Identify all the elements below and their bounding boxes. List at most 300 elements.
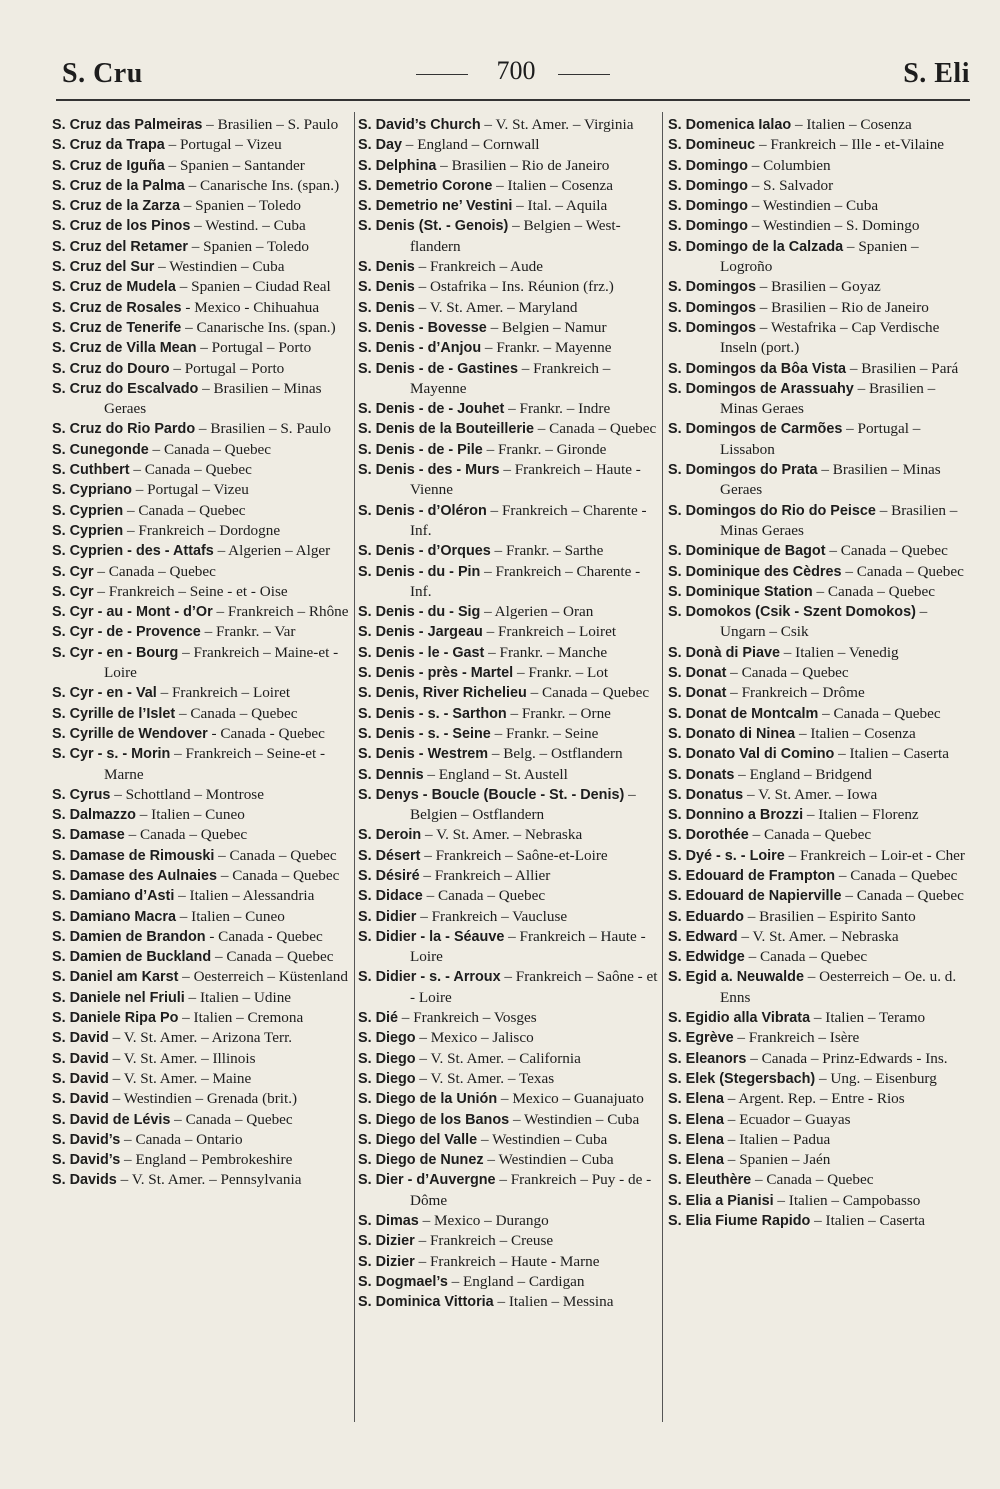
gazetteer-entry: [52, 927, 350, 947]
place-location: – Italien – Caserta: [834, 745, 950, 763]
place-name: S. Domingos do Rio do Peisce: [668, 502, 876, 519]
place-location: - Canada - Quebec: [207, 724, 325, 742]
gazetteer-entry: [52, 1008, 350, 1028]
place-name: S. Denis - du - Sig: [358, 604, 481, 621]
place-location: – Canada – Quebec: [835, 866, 958, 884]
place-location: – Portugal – Vizeu: [131, 481, 249, 499]
place-name: S. Elia a Pianisi: [668, 1192, 774, 1209]
place-location: – Portugal – Porto: [196, 339, 312, 357]
gazetteer-entry: [668, 907, 970, 927]
place-name: S. Daniel am Karst: [52, 969, 179, 986]
place-name: S. Dié: [358, 1010, 398, 1027]
gazetteer-entry: [52, 237, 350, 257]
gazetteer-entry: [52, 825, 350, 845]
place-name: S. Daniele Ripa Po: [52, 1010, 179, 1027]
gazetteer-entry: [52, 257, 350, 277]
place-name: S. Cruz do Rio Pardo: [52, 421, 196, 438]
place-name: S. Dorothée: [668, 827, 749, 844]
gazetteer-entry: [358, 1028, 658, 1048]
gazetteer-entry: [52, 866, 350, 886]
place-location: – Brasilien – Minas Geraes: [720, 461, 941, 499]
place-name: S. Denis - de - Jouhet: [358, 401, 505, 418]
gazetteer-entry: [52, 521, 350, 541]
place-location: – Italien – Cosenza: [492, 176, 613, 194]
gazetteer-entry: [668, 1211, 970, 1231]
place-name: S. Dalmazzo: [52, 807, 136, 824]
place-name: S. Domingos: [668, 279, 756, 296]
gazetteer-entry: [668, 582, 970, 602]
gazetteer-entry: [52, 1170, 350, 1190]
gazetteer-entry: [668, 1110, 970, 1130]
place-location: – Westindien – Cuba: [509, 1110, 640, 1128]
place-name: S. Dominica Vittoria: [358, 1294, 494, 1311]
gazetteer-entry: [668, 318, 970, 359]
place-location: – Brasilien – Rio de Janeiro: [436, 156, 610, 174]
running-head-right: S. Eli: [903, 58, 970, 89]
place-name: S. Edouard de Frampton: [668, 867, 836, 884]
gazetteer-entry: [668, 1150, 970, 1170]
place-location: – Canarische Ins. (span.): [181, 318, 336, 336]
gazetteer-entry: [52, 359, 350, 379]
place-location: – Belgien – Namur: [486, 318, 607, 336]
gazetteer-entry: [358, 724, 658, 744]
place-location: – Oesterreich – Küstenland: [178, 968, 348, 986]
place-name: S. Diego: [358, 1050, 416, 1067]
place-name: S. David: [52, 1091, 109, 1108]
gazetteer-entry: [668, 196, 970, 216]
place-name: S. Denis - Bovesse: [358, 319, 487, 336]
place-location: – Frankr. – Mayenne: [481, 339, 612, 357]
gazetteer-entry: [52, 440, 350, 460]
gazetteer-entry: [358, 1231, 658, 1251]
place-location: – Italien – Padua: [724, 1130, 831, 1148]
place-location: – Frankreich – Saône-et-Loire: [420, 846, 608, 864]
place-location: – Westind. – Cuba: [190, 217, 306, 235]
place-name: S. Eleanors: [668, 1050, 747, 1067]
gazetteer-entry: [52, 379, 350, 420]
place-name: S. Cyprien: [52, 502, 124, 519]
place-location: – Brasilien – Pará: [846, 359, 959, 377]
place-location: – Ital. – Aquila: [512, 197, 608, 215]
place-name: S. Cypriano: [52, 482, 132, 499]
place-location: – Ostafrika – Ins. Réunion (frz.): [414, 278, 614, 296]
place-name: S. Donato di Ninea: [668, 725, 796, 742]
gazetteer-entry: [668, 115, 970, 135]
place-location: – Spanien – Toledo: [187, 237, 309, 255]
gazetteer-entry: [358, 907, 658, 927]
gazetteer-entry: [668, 1028, 970, 1048]
place-location: – Algerien – Oran: [480, 603, 594, 621]
place-location: – Frankreich – Vosges: [398, 1009, 537, 1027]
place-name: S. Cruz de Tenerife: [52, 319, 182, 336]
place-name: S. Dominique Station: [668, 583, 813, 600]
place-name: S. Dizier: [358, 1233, 415, 1250]
gazetteer-entry: [668, 135, 970, 155]
place-location: – V. St. Amer. – Pennsylvania: [116, 1171, 302, 1189]
place-name: S. Cruz do Douro: [52, 360, 170, 377]
place-name: S. Cyrus: [52, 786, 111, 803]
place-location: – Ecuador – Guayas: [724, 1110, 851, 1128]
place-location: – Frankreich – Isère: [733, 1029, 860, 1047]
gazetteer-entry: [52, 196, 350, 216]
place-name: S. Cyr - en - Bourg: [52, 644, 179, 661]
gazetteer-entry: [358, 825, 658, 845]
gazetteer-entry: [52, 967, 350, 987]
gazetteer-entry: [668, 562, 970, 582]
place-name: S. Damien de Buckland: [52, 949, 212, 966]
gazetteer-entry: [358, 846, 658, 866]
place-location: – Ung. – Eisenburg: [815, 1069, 937, 1087]
place-location: – Westindien – Cuba: [154, 258, 285, 276]
place-name: S. Denis - d’Oléron: [358, 502, 487, 519]
place-location: – Frankreich – Seine - et - Oise: [93, 582, 288, 600]
place-name: S. David: [52, 1070, 109, 1087]
place-location: – Canada – Quebec: [526, 684, 650, 702]
place-name: S. Denys - Boucle (Boucle - St. - Denis): [358, 786, 625, 803]
gazetteer-entry: [52, 298, 350, 318]
gazetteer-entry: [668, 724, 970, 744]
place-location: – V. St. Amer. – Arizona Terr.: [108, 1029, 293, 1047]
place-location: – England – Bridgend: [734, 765, 872, 783]
place-name: S. Denis - de - Gastines: [358, 360, 518, 377]
gazetteer-entry: [358, 663, 658, 683]
place-location: – Frankr. – Orne: [506, 704, 611, 722]
place-location: – Columbien: [747, 156, 831, 174]
gazetteer-entry: [358, 1252, 658, 1272]
place-location: – Canada – Quebec: [748, 826, 872, 844]
gazetteer-entry: [52, 886, 350, 906]
gazetteer-entry: [52, 216, 350, 236]
gazetteer-entry: [358, 1292, 658, 1312]
gazetteer-entry: [52, 724, 350, 744]
place-name: S. Damien de Brandon: [52, 928, 206, 945]
gazetteer-entry: [668, 176, 970, 196]
column-2: [358, 115, 658, 1313]
gazetteer-entry: [358, 1272, 658, 1292]
gazetteer-entry: [52, 622, 350, 642]
gazetteer-entry: [358, 622, 658, 642]
place-location: – Canada – Quebec: [129, 461, 252, 479]
place-name: S. Cruz de la Palma: [52, 177, 185, 194]
gazetteer-entry: [358, 1110, 658, 1130]
place-location: – Frankreich – Allier: [419, 866, 551, 884]
place-location: – Frankreich – Maine-et - Loire: [104, 643, 339, 682]
place-location: – Italien – Campobasso: [773, 1191, 921, 1209]
gazetteer-entry: [668, 765, 970, 785]
place-name: S. Damase de Rimouski: [52, 847, 215, 864]
place-name: S. David: [52, 1030, 109, 1047]
place-location: – Frankreich – Charente - Inf.: [410, 501, 647, 539]
gazetteer-entry: [668, 359, 970, 379]
gazetteer-entry: [52, 947, 350, 967]
header-dash-right: [558, 74, 610, 75]
place-name: S. David: [52, 1050, 109, 1067]
place-name: S. Elena: [668, 1111, 724, 1128]
gazetteer-entry: [52, 562, 350, 582]
place-name: S. Donat: [668, 665, 727, 682]
place-location: – Portugal – Porto: [169, 359, 285, 377]
place-location: – Frankreich – Aude: [414, 258, 544, 276]
place-location: – V. St. Amer. – Maryland: [414, 298, 578, 316]
place-name: S. Deroin: [358, 827, 422, 844]
gazetteer-entry: [358, 704, 658, 724]
place-name: S. Demetrio ne’ Vestini: [358, 198, 513, 215]
gazetteer-entry: [358, 886, 658, 906]
place-name: S. Cyrille de Wendover: [52, 725, 208, 742]
place-location: – Schottland – Montrose: [110, 785, 264, 803]
place-location: – England – St. Austell: [423, 765, 568, 783]
place-location: – Portugal – Lissabon: [720, 420, 921, 458]
place-name: S. Dogmael’s: [358, 1273, 448, 1290]
place-name: S. Cyr - de - Provence: [52, 624, 201, 641]
gazetteer-entry: [358, 338, 658, 358]
gazetteer-entry: [52, 846, 350, 866]
place-location: – Canada – Quebec: [214, 846, 337, 864]
gazetteer-entry: [668, 1049, 970, 1069]
gazetteer-entry: [52, 744, 350, 785]
place-name: S. Cruz de Mudela: [52, 279, 176, 296]
page-number: 700: [496, 56, 536, 85]
gazetteer-entry: [358, 277, 658, 297]
gazetteer-entry: [52, 480, 350, 500]
place-name: S. Domingo: [668, 198, 748, 215]
place-location: – Brasilien – Minas Geraes: [104, 379, 322, 418]
place-location: – Canada – Quebec: [175, 704, 298, 722]
place-location: – Frankreich – Saône - et - Loire: [410, 968, 658, 1006]
gazetteer-entry: [52, 541, 350, 561]
gazetteer-entry: [52, 704, 350, 724]
place-location: – Belgien – Ostflandern: [410, 785, 636, 824]
place-location: – Spanien – Santander: [164, 156, 305, 174]
place-location: – Frankr. – Seine: [490, 724, 599, 742]
gazetteer-entry: [668, 1191, 970, 1211]
place-name: S. Damase: [52, 827, 125, 844]
place-location: – Frankreich – Charente - Inf.: [410, 562, 641, 600]
gazetteer-entry: [52, 1150, 350, 1170]
place-location: – V. St. Amer. – Maine: [108, 1069, 252, 1087]
place-location: – Frankreich – Haute - Vienne: [410, 461, 641, 499]
gazetteer-entry: [358, 298, 658, 318]
place-name: S. Cruz del Retamer: [52, 238, 188, 255]
place-name: S. Denis (St. - Genois): [358, 218, 509, 235]
gazetteer-entry: [52, 805, 350, 825]
gazetteer-entry: [358, 135, 658, 155]
place-location: – Canada – Quebec: [211, 948, 334, 966]
place-location: – Westindien – S. Domingo: [747, 217, 920, 235]
gazetteer-entry: [668, 216, 970, 236]
place-name: S. Cruz do Escalvado: [52, 380, 199, 397]
place-location: – Brasilien – Minas Geraes: [720, 379, 936, 418]
place-name: S. Donà di Piave: [668, 644, 780, 661]
place-name: S. Cyr - au - Mont - d’Or: [52, 604, 213, 621]
gazetteer-entry: [668, 825, 970, 845]
place-location: – Canada – Quebec: [93, 562, 216, 580]
gazetteer-entry: [668, 744, 970, 764]
place-location: – Italien – Alessandria: [174, 887, 315, 905]
gazetteer-entry: [358, 501, 658, 542]
place-location: – Spanien – Jaén: [724, 1151, 831, 1169]
place-name: S. Denis - de - Pile: [358, 441, 483, 458]
place-location: – Frankreich – Seine-et - Marne: [104, 745, 326, 783]
place-name: S. David de Lévis: [52, 1111, 171, 1128]
place-name: S. Cyprien - des - Attafs: [52, 543, 214, 560]
place-name: S. Davids: [52, 1172, 117, 1189]
place-location: – Spanien – Ciudad Real: [175, 278, 331, 296]
place-name: S. David’s: [52, 1152, 121, 1169]
gazetteer-entry: [668, 1170, 970, 1190]
place-name: S. Dennis: [358, 766, 424, 783]
place-name: S. Cyrille de l’Islet: [52, 705, 176, 722]
gazetteer-entry: [52, 419, 350, 439]
place-location: – V. St. Amer. – Nebraska: [421, 826, 583, 844]
place-name: S. Demetrio Corone: [358, 177, 493, 194]
column-divider: [354, 112, 355, 1422]
place-location: – Oesterreich – Oe. u. d. Enns: [720, 968, 957, 1006]
place-name: S. Diego de los Banos: [358, 1111, 510, 1128]
place-location: – Brasilien – Minas Geraes: [720, 501, 958, 539]
place-name: S. Denis: [358, 299, 415, 316]
gazetteer-entry: [358, 115, 658, 135]
gazetteer-entry: [358, 927, 658, 968]
gazetteer-entry: [668, 663, 970, 683]
place-location: – Frankreich – Rhône: [212, 603, 349, 621]
place-location: – V. St. Amer. – California: [415, 1049, 581, 1067]
place-location: – Argent. Rep. – Entre - Rios: [724, 1090, 905, 1108]
page-header: [56, 52, 970, 96]
place-location: – Mexico – Jalisco: [415, 1029, 534, 1047]
place-location: – Italien – Cosenza: [791, 116, 912, 133]
gazetteer-entry: [52, 582, 350, 602]
place-name: S. Donatus: [668, 786, 744, 803]
place-location: – Frankreich – Loiret: [156, 684, 291, 702]
gazetteer-entry: [52, 115, 350, 135]
place-location: – Italien – Messina: [493, 1293, 614, 1311]
gazetteer-entry: [52, 135, 350, 155]
gazetteer-entry: [358, 1150, 658, 1170]
place-name: S. Cunegonde: [52, 441, 149, 458]
place-name: S. Elena: [668, 1091, 724, 1108]
place-name: S. Donats: [668, 766, 735, 783]
gazetteer-entry: [358, 460, 658, 501]
gazetteer-entry: [52, 1069, 350, 1089]
place-name: S. Egid a. Neuwalde: [668, 969, 804, 986]
place-name: S. Diego de Nunez: [358, 1152, 484, 1169]
gazetteer-entry: [668, 643, 970, 663]
gazetteer-entry: [668, 947, 970, 967]
gazetteer-entry: [358, 744, 658, 764]
gazetteer-entry: [52, 501, 350, 521]
place-name: S. Domenica Ialao: [668, 117, 792, 133]
place-name: S. Daniele nel Friuli: [52, 989, 185, 1006]
gazetteer-entry: [358, 602, 658, 622]
place-location: – Italien – Cuneo: [135, 806, 245, 824]
place-location: – Italien – Cremona: [178, 1009, 304, 1027]
gazetteer-entry: [358, 257, 658, 277]
place-name: S. Cyprien: [52, 522, 124, 539]
place-name: S. Désert: [358, 847, 421, 864]
gazetteer-entry: [668, 602, 970, 643]
place-location: – Brasilien – Goyaz: [755, 278, 881, 296]
gazetteer-entry: [358, 216, 658, 257]
place-location: – England – Cornwall: [402, 136, 540, 154]
place-location: – Canada – Quebec: [841, 887, 964, 905]
place-location: – Canada – Quebec: [170, 1110, 293, 1128]
gazetteer-entry: [358, 866, 658, 886]
place-name: S. Denis - le - Gast: [358, 644, 485, 661]
place-name: S. Denis de la Bouteillerie: [358, 421, 534, 438]
place-location: – Westindien – Cuba: [477, 1130, 608, 1148]
place-name: S. Domingos: [668, 299, 756, 316]
place-name: S. Denis - Westrem: [358, 746, 489, 763]
place-name: S. Cruz de Villa Mean: [52, 340, 197, 357]
place-name: S. Cuthbert: [52, 462, 130, 479]
place-name: S. Donato Val di Comino: [668, 746, 835, 763]
place-location: – Frankreich – Drôme: [726, 684, 865, 702]
place-name: S. Cyr: [52, 583, 94, 600]
place-location: – Belgien – West-flandern: [410, 217, 621, 255]
gazetteer-entry: [358, 765, 658, 785]
gazetteer-entry: [358, 399, 658, 419]
place-location: – Spanien – Logroño: [720, 237, 919, 276]
place-name: S. Edward: [668, 928, 738, 945]
gazetteer-entry: [358, 541, 658, 561]
place-name: S. Dyé - s. - Loire: [668, 847, 785, 864]
place-location: – Mexico – Guanajuato: [497, 1090, 644, 1108]
gazetteer-entry: [668, 866, 970, 886]
place-name: S. Edouard de Napierville: [668, 888, 842, 905]
gazetteer-entry: [52, 1110, 350, 1130]
place-location: – Canada – Quebec: [726, 664, 849, 682]
gazetteer-entry: [668, 785, 970, 805]
place-location: – Frankr. – Manche: [484, 643, 608, 661]
place-name: S. Denis - du - Pin: [358, 563, 481, 580]
gazetteer-entry: [358, 1008, 658, 1028]
column-1: [52, 115, 350, 1191]
gazetteer-entry: [358, 1130, 658, 1150]
place-location: – Frankreich – Loiret: [482, 623, 617, 641]
gazetteer-entry: [358, 440, 658, 460]
place-name: S. Diego: [358, 1030, 416, 1047]
place-location: – Canada – Quebec: [124, 826, 248, 844]
place-location: – Italien – Teramo: [810, 1009, 926, 1027]
gazetteer-entry: [52, 338, 350, 358]
place-name: S. Cruz das Palmeiras: [52, 117, 203, 133]
place-name: S. Elena: [668, 1152, 724, 1169]
place-location: – Frankreich – Creuse: [414, 1232, 554, 1250]
place-location: – V. St. Amer. – Nebraska: [737, 927, 899, 945]
gazetteer-entry: [358, 1069, 658, 1089]
place-name: S. Denis: [358, 259, 415, 276]
gazetteer-entry: [668, 1089, 970, 1109]
gazetteer-entry: [358, 196, 658, 216]
place-location: – Frankr. – Indre: [504, 400, 611, 418]
place-location: – Canada – Quebec: [825, 542, 948, 560]
place-location: – England – Pembrokeshire: [120, 1151, 293, 1169]
place-name: S. Denis - des - Murs: [358, 462, 500, 479]
place-name: S. Egrève: [668, 1030, 734, 1047]
place-name: S. Diego: [358, 1070, 416, 1087]
gazetteer-entry: [668, 460, 970, 501]
gazetteer-entry: [668, 419, 970, 460]
place-name: S. Cruz del Sur: [52, 259, 155, 276]
place-name: S. Damiano d’Asti: [52, 888, 175, 905]
place-location: – Frankreich – Puy - de - Dôme: [410, 1171, 652, 1209]
place-name: S. Domingo: [668, 177, 748, 194]
column-3: [668, 115, 970, 1231]
gazetteer-entry: [358, 683, 658, 703]
place-location: – Canada – Quebec: [751, 1171, 874, 1189]
gazetteer-entry: [52, 460, 350, 480]
